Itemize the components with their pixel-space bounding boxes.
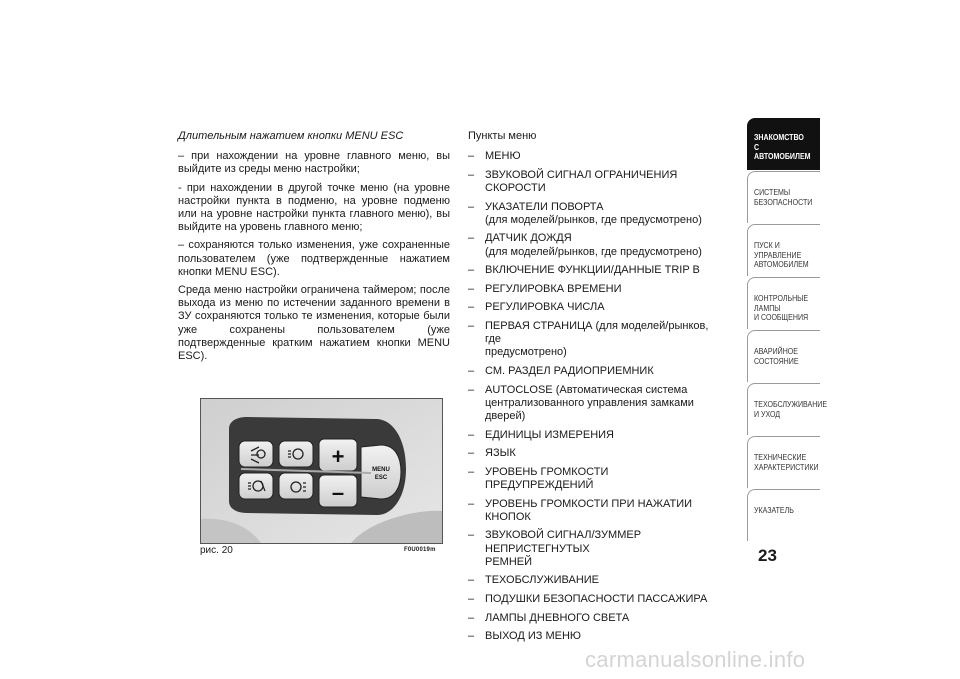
dash-marker: –	[468, 529, 475, 542]
menu-item-text: ТЕХОБСЛУЖИВАНИЕ	[485, 574, 600, 587]
menu-item	[468, 201, 718, 227]
menu-item-text: РЕГУЛИРОВКА ЧИСЛА	[485, 301, 605, 314]
figure-caption: рис. 20	[200, 545, 233, 556]
menu-item-text: ПОДУШКИ БЕЗОПАСНОСТИ ПАССАЖИРА	[485, 592, 708, 605]
menu-items-list	[468, 150, 718, 643]
dash-marker: –	[468, 200, 475, 213]
menu-item-text: ЗВУКОВОЙ СИГНАЛ ОГРАНИЧЕНИЯ СКОРОСТИ	[485, 168, 678, 194]
menu-item	[468, 232, 718, 258]
dash-marker: –	[468, 364, 475, 377]
menu-item-text: ДАТЧИК ДОЖДЯ	[485, 232, 572, 245]
paragraph: – сохраняются только изменения, уже сохраненные пользователем (уже подтвержденные нажатием кнопки MENU ESC).	[178, 239, 450, 278]
menu-item	[468, 429, 718, 442]
dash-marker: –	[468, 592, 475, 605]
menu-item	[468, 630, 718, 643]
menu-item-text: ЕДИНИЦЫ ИЗМЕРЕНИЯ	[485, 428, 614, 441]
dash-marker: –	[468, 168, 475, 181]
menu-item	[468, 593, 718, 606]
dash-marker: –	[468, 497, 475, 510]
section-tab-label: УКАЗАТЕЛЬ	[754, 505, 794, 515]
figure-button-panel	[200, 398, 443, 544]
section-tab[interactable]	[747, 171, 820, 223]
dash-marker: –	[468, 630, 475, 643]
esc-button-label: ESC	[374, 475, 388, 481]
menu-item-text: ВЫХОД ИЗ МЕНЮ	[485, 630, 582, 643]
section-tab[interactable]	[747, 436, 820, 488]
section-tab[interactable]	[747, 330, 820, 382]
menu-item-text: ЗВУКОВОЙ СИГНАЛ/ЗУММЕР НЕПРИСТЕГНУТЫХ	[485, 529, 642, 555]
menu-item-subtext: предусмотрено)	[485, 346, 567, 359]
left-text-column	[178, 130, 450, 368]
menu-item-text: УРОВЕНЬ ГРОМКОСТИ ПРИ НАЖАТИИ КНОПОК	[485, 497, 693, 523]
menu-item	[468, 264, 718, 277]
paragraph: - при нахождении в другой точке меню (на уровне настройки пункта в подменю, на уровне подменю или на уровне настройки пункта главного меню), вы выйдите на уровень главного меню;	[178, 181, 450, 234]
dash-marker: –	[468, 428, 475, 441]
menu-item-text: УРОВЕНЬ ГРОМКОСТИ ПРЕДУПРЕЖДЕНИЙ	[485, 465, 609, 491]
dash-marker: –	[468, 574, 475, 587]
menu-item	[468, 320, 718, 360]
dash-marker: –	[468, 150, 475, 163]
section-tab-label: ТЕХОБСЛУЖИВАНИЕ И УХОД	[754, 399, 828, 419]
menu-item	[468, 574, 718, 587]
menu-item-text: ВКЛЮЧЕНИЕ ФУНКЦИИ/ДАННЫЕ TRIP B	[485, 264, 700, 277]
dash-marker: –	[468, 383, 475, 396]
menu-item	[468, 169, 718, 195]
menu-item-text: ЯЗЫК	[485, 447, 516, 460]
menu-item-text: РЕГУЛИРОВКА ВРЕМЕНИ	[485, 282, 622, 295]
intro-line: Длительным нажатием кнопки MENU ESC	[178, 130, 404, 142]
menu-item	[468, 466, 718, 492]
dash-marker: –	[468, 301, 475, 314]
dash-marker: –	[468, 282, 475, 295]
section-tab-label: КОНТРОЛЬНЫЕ ЛАМПЫ И СООБЩЕНИЯ	[754, 293, 809, 322]
menu-item	[468, 529, 718, 569]
page-number: 23	[758, 546, 777, 565]
menu-item	[468, 447, 718, 460]
paragraph: Среда меню настройки ограничена таймером; после выхода из меню по истечении заданного времени в ЗУ сохраняются только те изменения, которые были уже сохранены пользователем (уже подтвержденные кратким нажатием кнопки MENU ESC).	[178, 284, 450, 363]
dash-marker: –	[468, 447, 475, 460]
menu-item-text: ПЕРВАЯ СТРАНИЦА (для моделей/рынков, где	[485, 319, 709, 346]
section-tab-label: СИСТЕМЫ БЕЗОПАСНОСТИ	[754, 187, 813, 207]
menu-item-subtext: РЕМНЕЙ	[485, 555, 533, 568]
section-tabs	[747, 118, 828, 542]
section-tab[interactable]	[747, 383, 828, 435]
dash-marker: –	[468, 264, 475, 277]
menu-item	[468, 498, 718, 524]
section-tab-label: ТЕХНИЧЕСКИЕ ХАРАКТЕРИСТИКИ	[754, 452, 819, 472]
section-tab-label: ПУСК И УПРАВЛЕНИЕ АВТОМОБИЛЕМ	[754, 240, 809, 269]
menu-item-subtext: централизованного управления замками дверей)	[485, 396, 694, 422]
menu-item-text: СМ. РАЗДЕЛ РАДИОПРИЕМНИК	[485, 364, 654, 377]
plus-button-label: +	[331, 444, 345, 469]
menu-item	[468, 150, 718, 163]
menu-item-text: УКАЗАТЕЛИ ПОВОРТА	[485, 200, 604, 213]
section-tab-label: ЗНАКОМСТВО С АВТОМОБИЛЕМ	[754, 132, 811, 161]
minus-button-label: –	[331, 480, 345, 505]
menu-items-heading: Пункты меню	[468, 130, 537, 142]
dash-marker: –	[468, 465, 475, 478]
menu-item-subtext: (для моделей/рынков, где предусмотрено)	[485, 245, 702, 258]
menu-items-column	[468, 130, 718, 649]
section-tab-label: АВАРИЙНОЕ СОСТОЯНИЕ	[754, 346, 799, 366]
menu-item	[468, 301, 718, 314]
menu-item	[468, 384, 718, 424]
menu-item	[468, 365, 718, 378]
paragraph: – при нахождении на уровне главного меню, вы выйдите из среды меню настройки;	[178, 150, 450, 176]
menu-item-text: ЛАМПЫ ДНЕВНОГО СВЕТА	[485, 611, 630, 624]
section-tab[interactable]	[747, 489, 820, 541]
menu-button-label: MENU	[372, 467, 390, 473]
dash-marker: –	[468, 232, 475, 245]
section-tab[interactable]	[747, 224, 820, 276]
button-panel-illustration	[201, 399, 442, 543]
menu-item-subtext: (для моделей/рынков, где предусмотрено)	[485, 213, 702, 226]
menu-item-text: МЕНЮ	[485, 150, 521, 163]
menu-item	[468, 283, 718, 296]
dash-marker: –	[468, 319, 475, 332]
menu-item-text: AUTOCLOSE (Автоматическая система	[485, 383, 688, 396]
watermark: carmanualsonline.info	[585, 647, 806, 672]
figure-code: F0U0019m	[404, 547, 436, 553]
dash-marker: –	[468, 611, 475, 624]
section-tab[interactable]	[747, 118, 820, 170]
section-tab[interactable]	[747, 277, 820, 329]
menu-item	[468, 612, 718, 625]
